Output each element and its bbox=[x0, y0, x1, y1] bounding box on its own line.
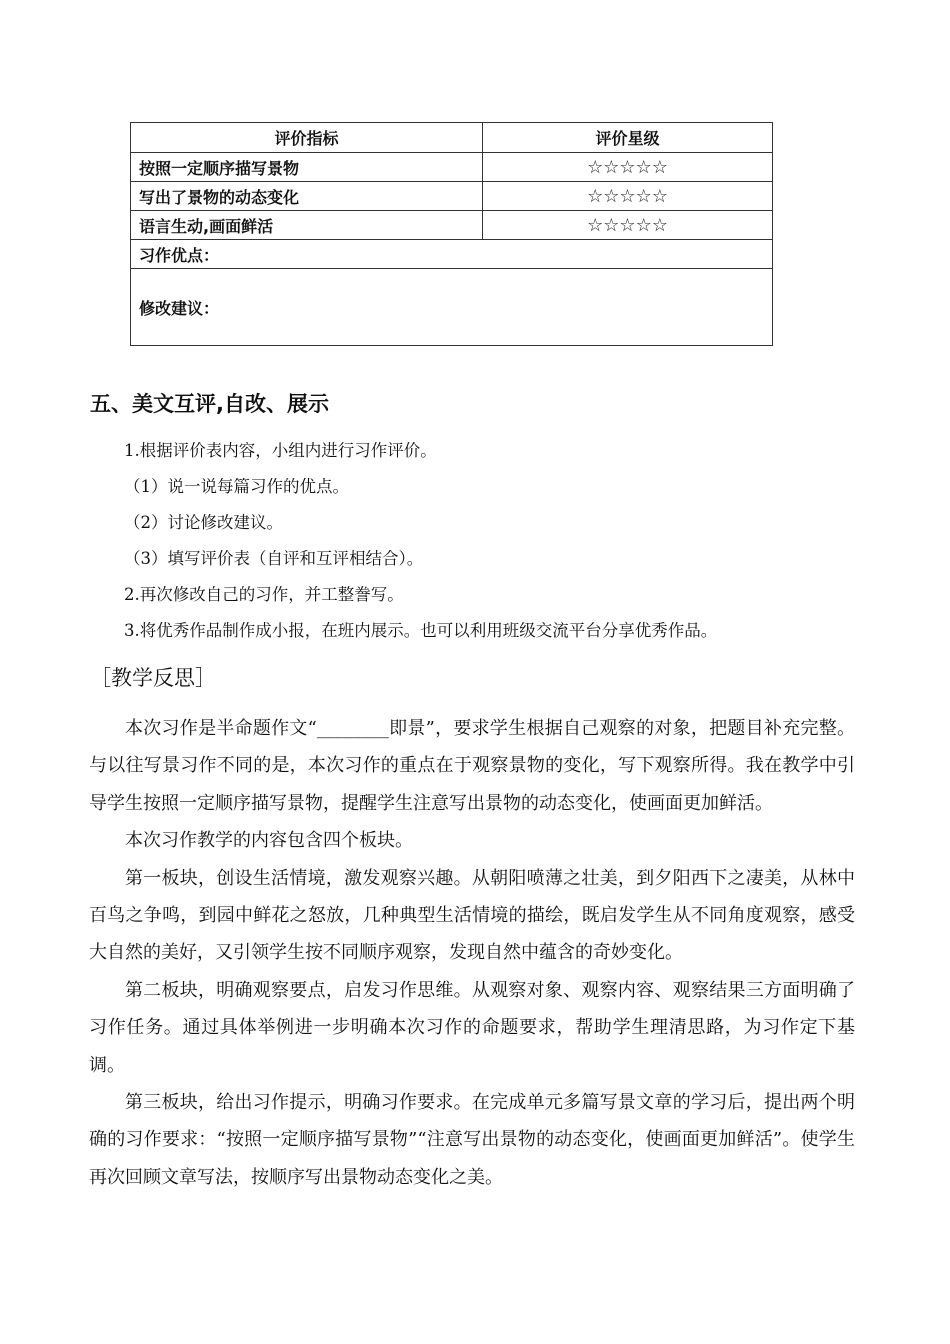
suggestions-label: 修改建议： bbox=[131, 269, 773, 346]
paragraph: 本次习作是半命题作文“________即景”，要求学生根据自己观察的对象，把题目补充完整。与以往写景习作不同的是，本次习作的重点在于观察景物的变化，写下观察所得。我在教学中引导学生按照一定顺序描写景物，提醒学生注意写出景物的动态变化，使画面更加鲜活。 bbox=[89, 718, 855, 814]
list-item: 2.再次修改自己的习作，并工整誊写。 bbox=[124, 585, 404, 604]
section-title: 五、美文互评,自改、展示 bbox=[90, 392, 329, 416]
table-row bbox=[131, 153, 773, 182]
paragraph: 第一板块，创设生活情境，激发观察兴趣。从朝阳喷薄之壮美，到夕阳西下之凄美，从林中百鸟之争鸣，到园中鲜花之怒放，几种典型生活情境的描绘，既启发学生从不同角度观察，感受大自然的美好，又引领学生按不同顺序观察，发现自然中蕴含的奇妙变化。 bbox=[89, 867, 855, 964]
reflection-title: ［教学反思］ bbox=[90, 666, 216, 690]
header-stars: 评价星级 bbox=[483, 123, 773, 153]
paragraph: 第三板块，给出习作提示，明确习作要求。在完成单元多篇写景文章的学习后，提出两个明确的习作要求：“按照一定顺序描写景物”“注意写出景物的动态变化，使画面更加鲜活”。使学生再次回顾文章写法，按顺序写出景物动态变化之美。 bbox=[89, 1092, 855, 1188]
merits-label: 习作优点： bbox=[131, 240, 773, 269]
list-item: 1.根据评价表内容，小组内进行习作评价。 bbox=[124, 441, 437, 460]
table-header-row bbox=[131, 123, 773, 153]
evaluation-table bbox=[130, 122, 773, 346]
table-row bbox=[131, 182, 773, 211]
merits-row bbox=[131, 240, 773, 269]
star-rating: ☆☆☆☆☆ bbox=[483, 182, 773, 211]
list-item: （1）说一说每篇习作的优点。 bbox=[124, 477, 349, 496]
star-rating: ☆☆☆☆☆ bbox=[483, 153, 773, 182]
table-row bbox=[131, 211, 773, 240]
reflection-body bbox=[89, 710, 855, 1196]
criterion-cell: 按照一定顺序描写景物 bbox=[131, 153, 483, 182]
star-rating: ☆☆☆☆☆ bbox=[483, 211, 773, 240]
suggestions-row bbox=[131, 269, 773, 346]
criterion-cell: 语言生动,画面鲜活 bbox=[131, 211, 483, 240]
paragraph: 第二板块，明确观察要点，启发习作思维。从观察对象、观察内容、观察结果三方面明确了习作任务。通过具体举例进一步明确本次习作的命题要求，帮助学生理清思路，为习作定下基调。 bbox=[89, 979, 855, 1076]
list-item: （2）讨论修改建议。 bbox=[124, 513, 283, 532]
header-criterion: 评价指标 bbox=[131, 123, 483, 153]
paragraph: 本次习作教学的内容包含四个板块。 bbox=[125, 830, 413, 852]
criterion-cell: 写出了景物的动态变化 bbox=[131, 182, 483, 211]
list-item: （3）填写评价表（自评和互评相结合）。 bbox=[124, 549, 424, 568]
list-item: 3.将优秀作品制作成小报，在班内展示。也可以利用班级交流平台分享优秀作品。 bbox=[124, 621, 718, 640]
activity-list bbox=[124, 437, 717, 653]
